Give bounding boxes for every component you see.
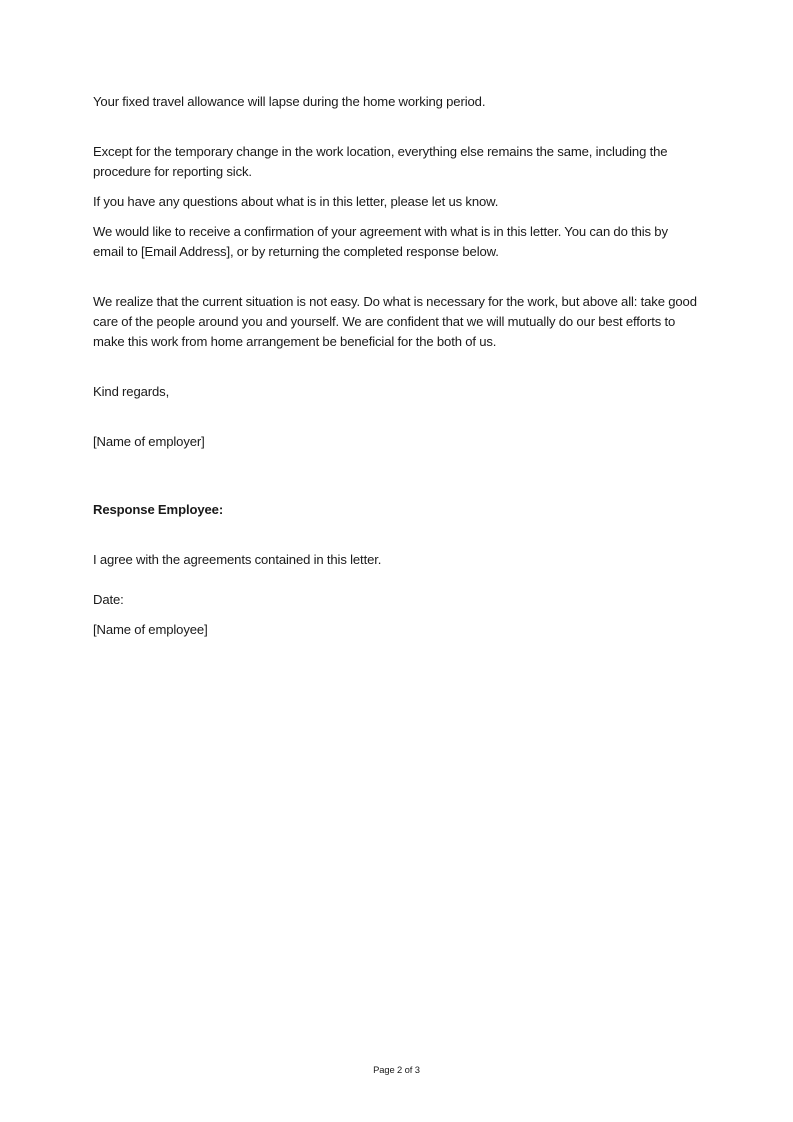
- signature-employer: [Name of employer]: [93, 434, 205, 449]
- paragraph-travel-allowance: Your fixed travel allowance will lapse during the home working period.: [93, 94, 486, 109]
- spacer: [93, 402, 697, 432]
- spacer: [93, 520, 697, 550]
- spacer: [93, 570, 697, 590]
- spacer: [93, 182, 697, 192]
- spacer: [93, 262, 697, 292]
- spacer: [93, 610, 697, 620]
- page-footer: [0, 1060, 793, 1078]
- spacer: [93, 452, 697, 500]
- closing-line: Kind regards,: [93, 384, 170, 399]
- date-label: Date:: [93, 592, 124, 607]
- paragraph-work-location: Except for the temporary change in the work location, everything else remains the same, including the procedure for reporting sick.: [93, 144, 668, 179]
- page-number: Page 2 of 3: [373, 1064, 420, 1075]
- document-body: [93, 92, 697, 640]
- spacer: [93, 212, 697, 222]
- agreement-statement: I agree with the agreements contained in this letter.: [93, 552, 382, 567]
- response-employee-heading: Response Employee:: [93, 502, 224, 517]
- paragraph-wellbeing: We realize that the current situation is not easy. Do what is necessary for the work, but above all: take good care of the people around you and yourself. We are confident that we will mutually do our best efforts to make this work from home arrangement be beneficial for the both of us.: [93, 294, 697, 349]
- employee-name-label: [Name of employee]: [93, 622, 208, 637]
- paragraph-questions: If you have any questions about what is in this letter, please let us know.: [93, 194, 499, 209]
- paragraph-confirmation: We would like to receive a confirmation of your agreement with what is in this letter. You can do this by email to [Email Address], or by returning the completed response below.: [93, 224, 668, 259]
- spacer: [93, 352, 697, 382]
- spacer: [93, 112, 697, 142]
